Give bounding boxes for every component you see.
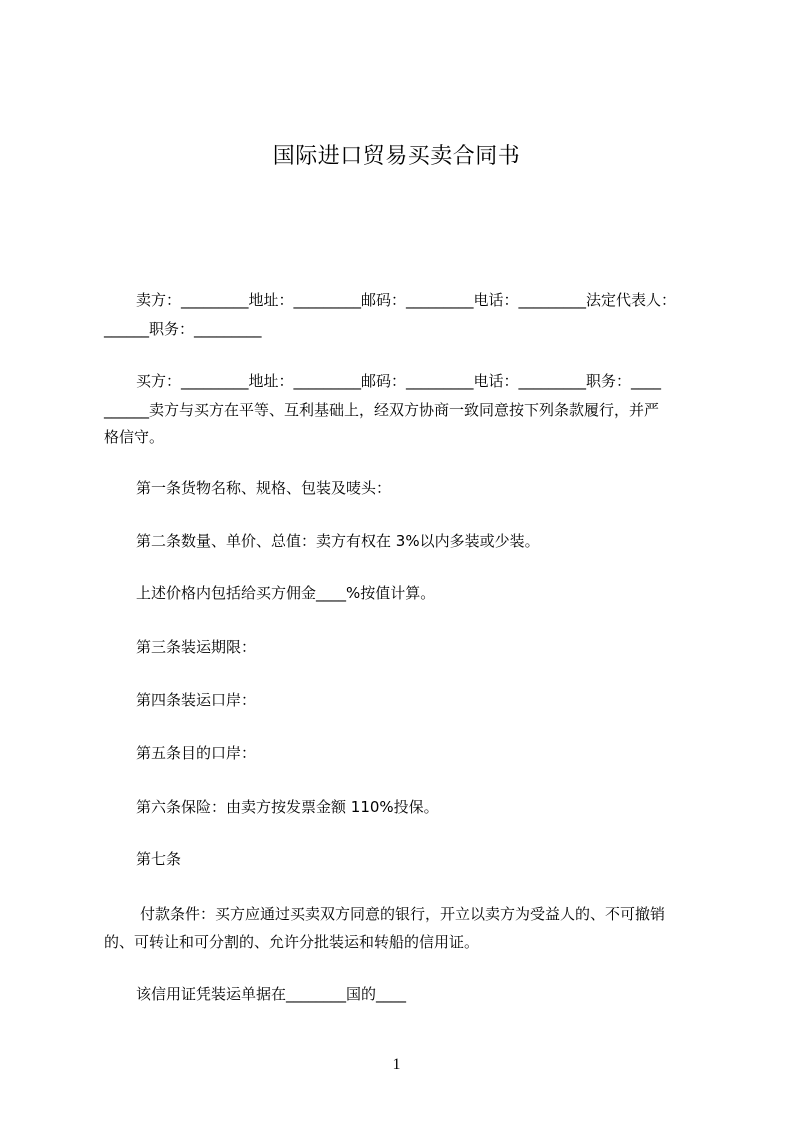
seller-info-line-2: ______职务：_________: [104, 320, 262, 338]
article-6: 第六条保险：由卖方按发票金额 110%投保。: [136, 798, 439, 816]
letter-of-credit-clause: 该信用证凭装运单据在________国的____: [136, 985, 407, 1003]
document-title: 国际进口贸易买卖合同书: [272, 144, 521, 169]
buyer-info-line-1: 买方：_________地址：_________邮码：_________电话：_________职务：____: [136, 372, 662, 390]
commission-clause: 上述价格内包括给买方佣金____%按值计算。: [136, 584, 436, 602]
article-2: 第二条数量、单价、总值：卖方有权在 3%以内多装或少装。: [136, 532, 540, 550]
seller-info-line-1: 卖方：_________地址：_________邮码：_________电话：_________法定代表人：: [136, 291, 677, 309]
article-7: 第七条: [136, 850, 182, 868]
article-4: 第四条装运口岸：: [136, 691, 257, 709]
buyer-info-line-2: ______卖方与买方在平等、互利基础上，经双方协商一致同意按下列条款履行，并严: [104, 401, 660, 419]
article-5: 第五条目的口岸：: [136, 744, 257, 762]
article-1: 第一条货物名称、规格、包装及唛头：: [136, 479, 392, 497]
page-number: 1: [392, 1056, 401, 1073]
payment-terms-line-2: 的、可转让和可分割的、允许分批装运和转船的信用证。: [104, 933, 480, 951]
buyer-info-line-3: 格信守。: [104, 428, 165, 446]
article-3: 第三条装运期限：: [136, 638, 257, 656]
payment-terms-line-1: 付款条件：买方应通过买卖双方同意的银行，开立以卖方为受益人的、不可撤销: [140, 905, 666, 923]
